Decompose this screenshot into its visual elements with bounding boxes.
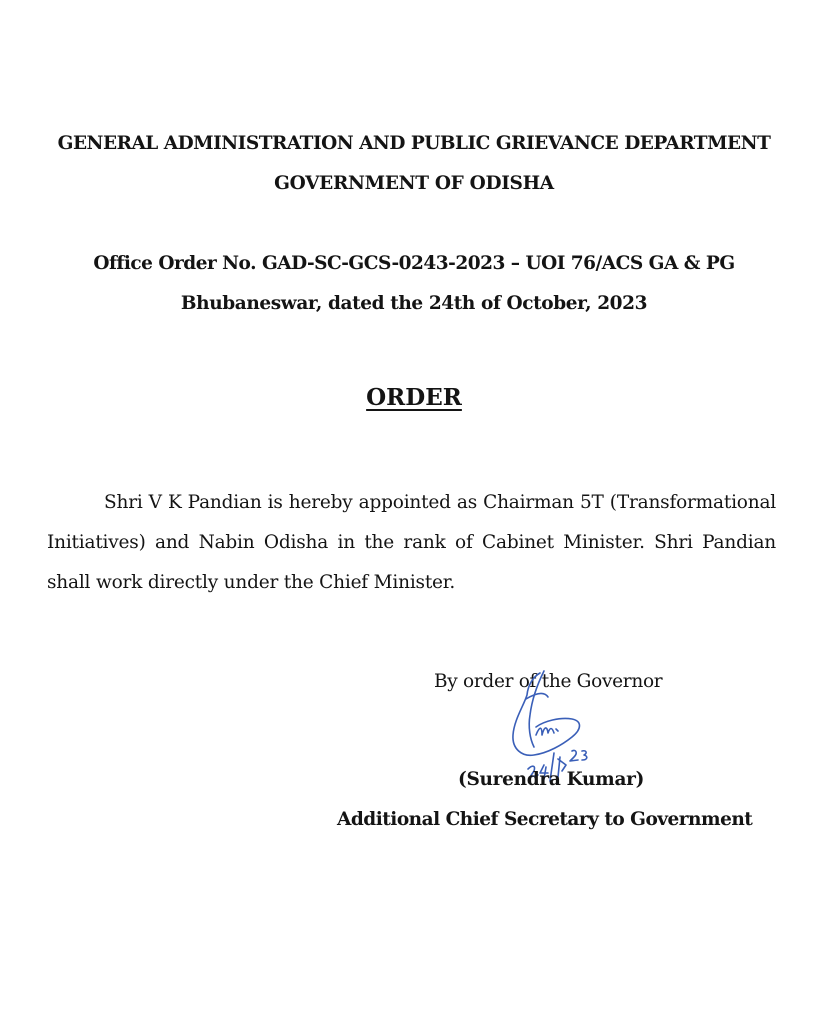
department-heading: GENERAL ADMINISTRATION AND PUBLIC GRIEVANCE DEPARTMENT <box>57 133 771 154</box>
signatory-name: (Surendra Kumar) <box>458 769 645 790</box>
order-body: Shri V K Pandian is hereby appointed as Chairman 5T (Transformational Initiatives) and Nabin Odisha in the rank of Cabinet Minister. Shri Pandian shall work directly under the Chief Minister. <box>47 492 776 593</box>
by-order-line: By order of the Governor <box>434 671 663 692</box>
handwritten-signature <box>500 665 620 785</box>
order-title-text: ORDER <box>366 384 462 411</box>
order-title <box>0 384 828 411</box>
place-and-date: Bhubaneswar, dated the 24th of October, 2023 <box>180 293 648 314</box>
signatory-designation: Additional Chief Secretary to Government <box>337 809 753 830</box>
order-number: Office Order No. GAD-SC-GCS-0243-2023 – UOI 76/ACS GA & PG <box>93 253 735 274</box>
government-heading: GOVERNMENT OF ODISHA <box>274 173 554 194</box>
